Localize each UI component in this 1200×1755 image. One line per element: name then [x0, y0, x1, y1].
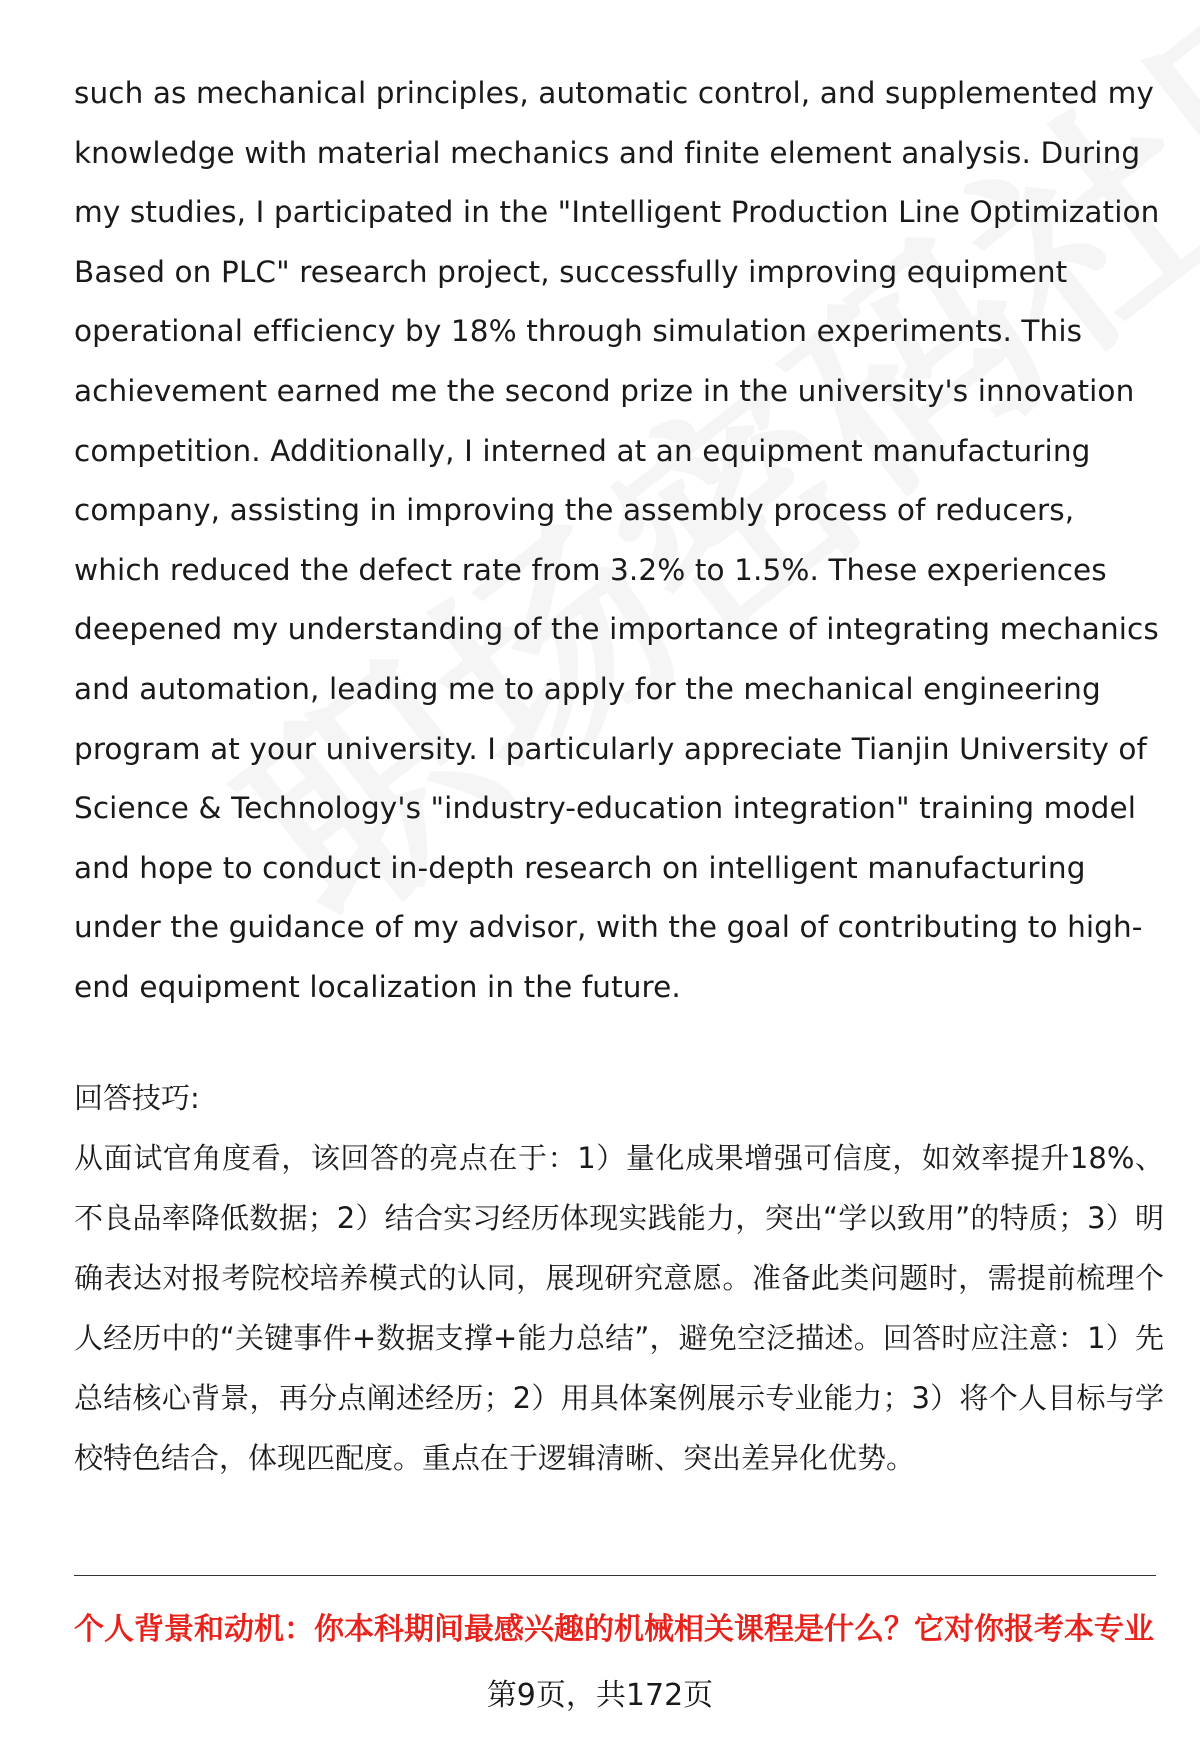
tips-body: 从面试官角度看，该回答的亮点在于：1）量化成果增强可信度，如效率提升18%、不良品率降低数据；2）结合实习经历体现实践能力，突出“学以致用”的特质；3）明确表达对报考院校培养模式的认同，展现研究意愿。准备此类问题时，需提前梳理个人经历中的“关键事件+数据支撑+能力总结”，避免空泛描述。回答时应注意：1）先总结核心背景，再分点阐述经历；2）用具体案例展示专业能力；3）将个人目标与学校特色结合，体现匹配度。重点在于逻辑清晰、突出差异化优势。 — [74, 1141, 1164, 1475]
answer-paragraph: such as mechanical principles, automatic control, and supplemented my knowledge with material mechanics and finite element analysis. During my studies, I participated in the "Intelligent Production Line Optimization Based on PLC" research project, successfully improving equipment operational efficiency by 18% through simulation experiments. This achievement earned me the second prize in the university's innovation competition. Additionally, I interned at an equipment manufacturing company, assisting in improving the assembly process of reducers, which reduced the defect rate from 3.2% to 1.5%. These experiences deepened my understanding of the importance of integrating mechanics and automation, leading me to apply for the mechanical engineering program at your university. I particularly appreciate Tianjin University of Science & Technology's "industry-education integration" training model and hope to conduct in-depth research on intelligent manufacturing under the guidance of my advisor, with the goal of contributing to high-end equipment localization in the future. — [74, 76, 1160, 1004]
tips-heading: 回答技巧: — [74, 1081, 200, 1115]
section-divider — [74, 1575, 1156, 1576]
page-content — [74, 64, 1164, 1475]
next-question-heading: 个人背景和动机：你本科期间最感兴趣的机械相关课程是什么？它对你报考本专业 — [74, 1612, 1154, 1647]
page-number: 第9页，共172页 — [486, 1678, 714, 1713]
